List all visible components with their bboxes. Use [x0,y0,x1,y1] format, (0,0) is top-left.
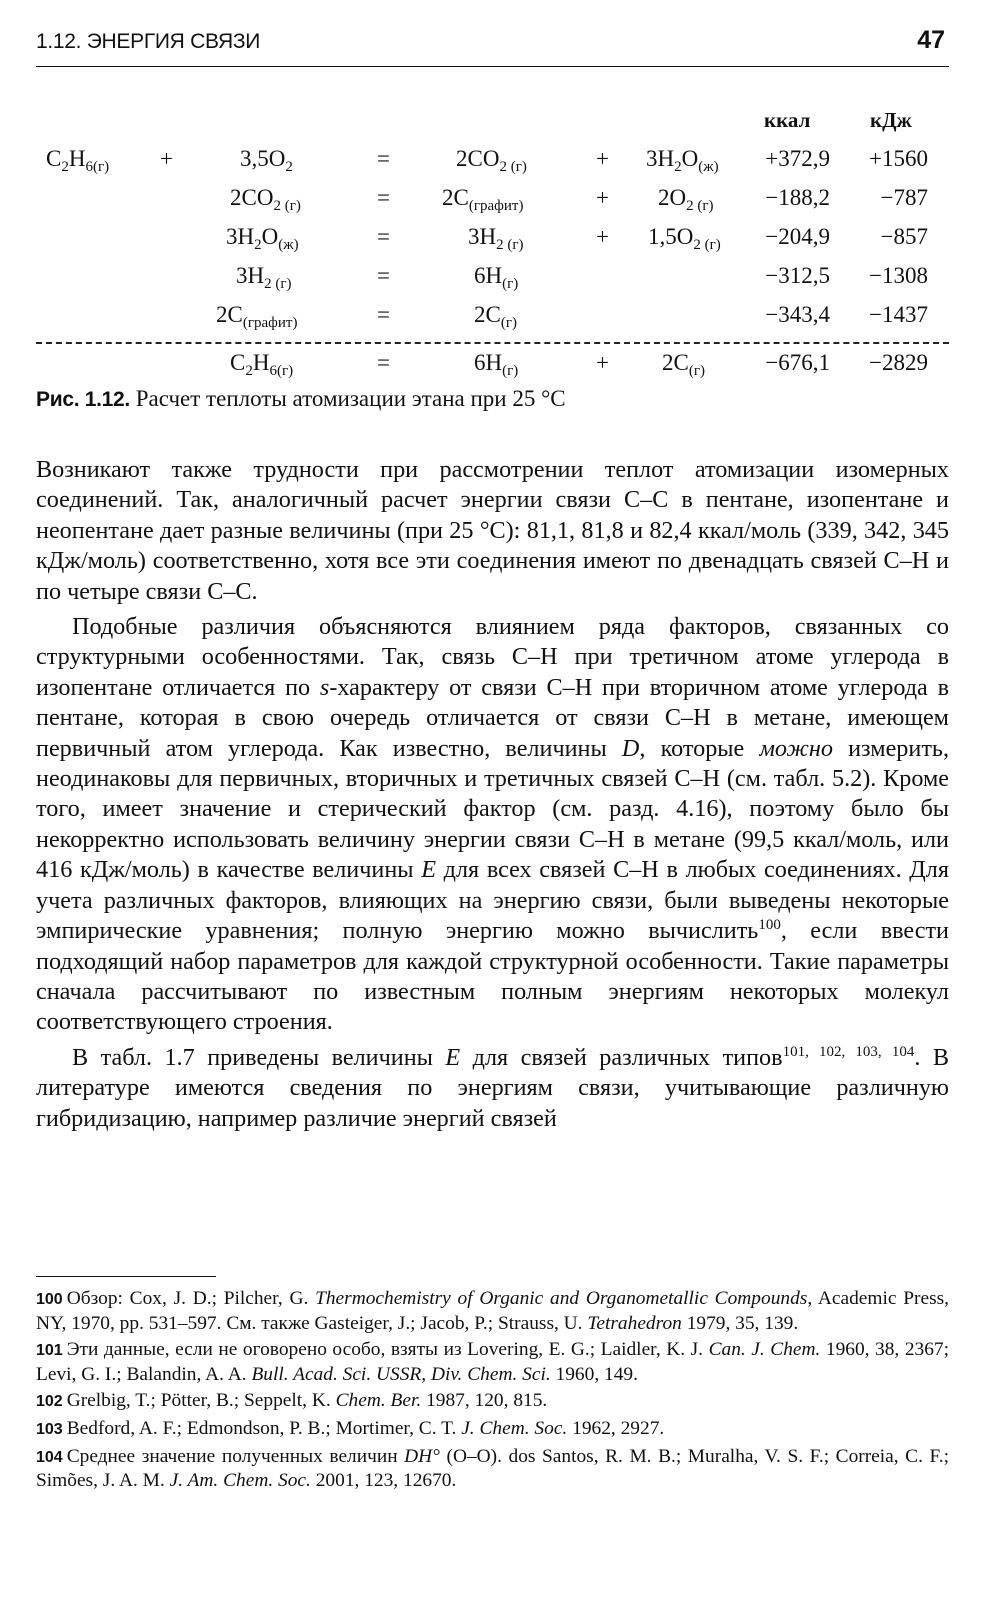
eq-value-kj: −1308 [869,263,928,288]
eq-product: $2C_{(г)}$ [662,350,705,379]
figure-caption [36,386,566,412]
eq-plus: + [160,146,173,171]
eq-product: $3H_{2 (г)}$ [468,224,524,253]
footnote-ref: 101, 102, 103, 104 [782,1043,915,1060]
figure-caption-text: Расчет теплоты атомизации этана при 25 °С [135,386,566,411]
section-title: 1.12. ЭНЕРГИЯ СВЯЗИ [36,30,260,53]
eq-plus: + [596,146,609,171]
eq-value-kcal: −188,2 [765,185,830,210]
eq-equals: = [377,146,390,171]
column-header-kj: кДж [870,108,912,132]
footnote-ref: 100 [758,917,781,934]
sum-divider-dashed [36,342,949,344]
paragraph: Подобные различия объясняются влиянием ряда факторов, связанных со структурными особенностями. Так, связь С–Н при третичном атоме углерода в изопентане отличается по s-характеру от связи С–Н при вторичном атоме углерода в пентане, которая в свою очередь отличается от связи С–Н в метане, имеющем первичный атом углерода. Как известно, величины D, которые можно измерить, неодинаковы для первичных, вторичных и третичных связей С–Н (см. табл. 5.2). Кроме того, имеет значение и стерический фактор (см. разд. 4.16), поэтому было бы некорректно использовать величину энергии связи С–Н в метане (99,5 ккал/моль, или 416 кДж/моль) в качестве величины E для всех связей С–Н в любых соединениях. Для учета различных факторов, влияющих на энергию связи, были выведены некоторые эмпирические уравнения; полную энергию можно вычислить$^{100}$, если ввести подходящий набор параметров для каждой структурной особенности. Такие параметры сначала рассчитывают по известным полным энергиям некоторых молекул соответствующего строения. [36,613,950,1036]
eq-reactant: $3,5O_2$ [240,146,293,175]
eq-plus: + [596,185,609,210]
body-text [36,455,949,1134]
column-header-kcal: ккал [764,108,811,132]
paragraph: Возникают также трудности при рассмотрении теплот атомизации изомерных соединений. Так, аналогичный расчет энергии связи С–С в пентане, изопентане и неопентане дает разные величины (при 25 °С): 81,1, 81,8 и 82,4 ккал/моль (339, 342, 345 кДж/моль) соответственно, хотя все эти соединения имеют по двенадцать связей С–Н и по четыре связи С–С. [36,456,949,605]
eq-value-kcal: −312,5 [765,263,830,288]
footnote: 103 Bedford, A. F.; Edmondson, P. B.; Mortimer, C. T. J. Chem. Soc. 1962, 2927. [36,1417,665,1439]
eq-equals: = [377,302,390,327]
eq-value-kj: −2829 [869,350,928,375]
eq-equals: = [377,224,390,249]
footnote: 101 Эти данные, если не оговорено особо, взяты из Lovering, E. G.; Laidler, K. J. Can. J. Chem. 1960, 38, 2367; Levi, G. I.; Balandin, A. A. Bull. Acad. Sci. USSR, Div. Chem. Sci. 1960, 149. [36,1339,949,1385]
equation-scheme [36,104,949,394]
eq-product: $2C_{(г)}$ [474,302,517,331]
eq-plus: + [596,224,609,249]
page-number: 47 [917,26,945,54]
eq-reactant: $2CO_{2 (г)}$ [230,185,301,214]
eq-equals: = [377,185,390,210]
eq-equals: = [377,350,390,375]
eq-value-kj: −857 [880,224,928,249]
eq-product: $3H_2O_{(ж)}$ [646,146,719,175]
eq-plus: + [596,350,609,375]
eq-value-kj: −1437 [869,302,928,327]
footnote-divider [36,1276,216,1277]
eq-product: $1,5O_{2 (г)}$ [648,224,721,253]
eq-product: $2CO_{2 (г)}$ [456,146,527,175]
eq-reactant: $C_2H_{6(г)}$ [230,350,294,379]
eq-value-kj: +1560 [869,146,928,171]
figure-label: Рис. 1.12. [36,388,130,411]
footnote: 104 Среднее значение полученных величин DH° (O–O). dos Santos, R. M. B.; Muralha, V. S. F.; Correia, C. F.; Simões, J. A. M. J. Am. Chem. Soc. 2001, 123, 12670. [36,1445,949,1492]
eq-value-kj: −787 [880,185,928,210]
eq-equals: = [377,263,390,288]
eq-reactant: $3H_{2 (г)}$ [236,263,292,292]
footnote: 102 Grelbig, T.; Pötter, B.; Seppelt, K. Chem. Ber. 1987, 120, 815. [36,1390,548,1412]
footnotes [36,1287,949,1496]
eq-product: $2O_{2 (г)}$ [658,185,714,214]
running-header [36,26,949,67]
eq-value-kcal: −343,4 [765,302,830,327]
eq-reactant: $3H_2O_{(ж)}$ [226,224,299,253]
eq-reactant: $2C_{(графит)}$ [216,302,298,331]
eq-product: $2C_{(графит)}$ [442,185,524,214]
eq-value-kcal: +372,9 [765,146,830,171]
footnote: 100 Обзор: Cox, J. D.; Pilcher, G. Thermochemistry of Organic and Organometallic Compounds, Academic Press, NY, 1970, pp. 531–597. См. также Gasteiger, J.; Jacob, P.; Strauss, U. Tetrahedron 1979, 35, 139. [36,1288,950,1334]
eq-product: $6H_{(г)}$ [474,263,519,292]
eq-value-kcal: −204,9 [765,224,830,249]
eq-value-kcal: −676,1 [765,350,830,375]
eq-product: $6H_{(г)}$ [474,350,519,379]
eq-reactant-left: $C_2H_{6(г)}$ [46,146,110,175]
paragraph: В табл. 1.7 приведены величины E для связей различных типов$^{101, 102, 103, 104}$. В литературе имеются сведения по энергиям связи, учитывающие различную гибридизацию, например различие энергий связей [36,1043,949,1132]
